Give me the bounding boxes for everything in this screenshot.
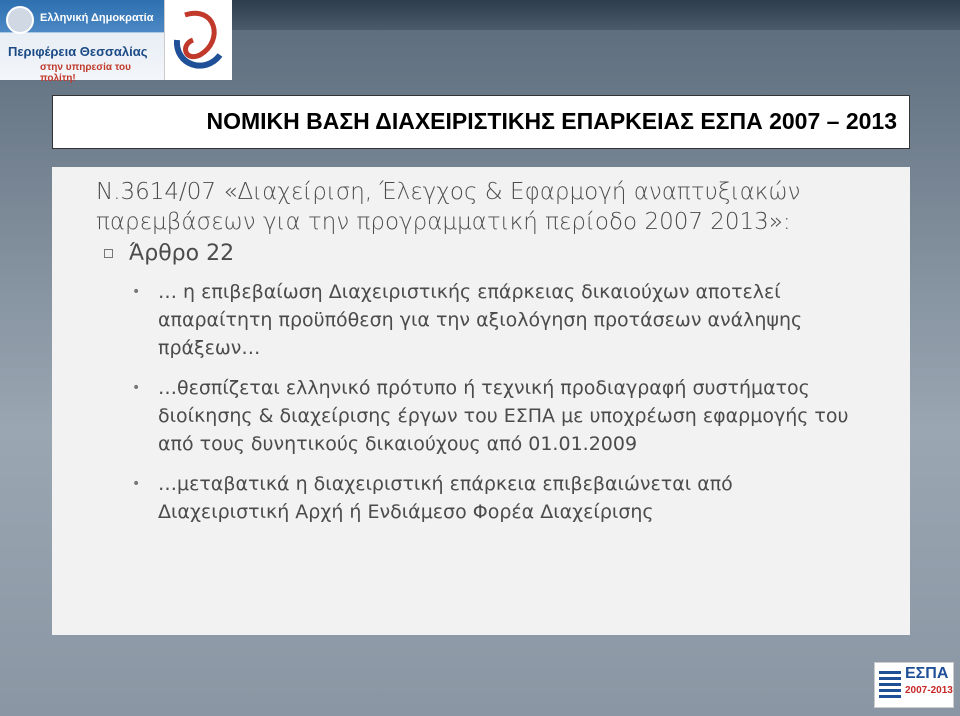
point-text: … η επιβεβαίωση Διαχειριστικής επάρκειας δικαιούχων αποτελεί απαραίτητη προϋπόθεση για την αξιολόγηση προτάσεων ανάληψης πράξεων… bbox=[158, 281, 803, 359]
eu-flag-icon bbox=[879, 671, 901, 701]
point-text: …θεσπίζεται ελληνικό πρότυπο ή τεχνική προδιαγραφή συστήματος διοίκησης & διαχείρισης έργων του ΕΣΠΑ με υποχρέωση εφαρμογής του από τους δυνητικούς δικαιούχους από 01.01.2009 bbox=[158, 377, 849, 455]
espa-logo bbox=[874, 662, 954, 708]
slide-title: ΝΟΜΙΚΗ ΒΑΣΗ ΔΙΑΧΕΙΡΙΣΤΙΚΗΣ ΕΠΑΡΚΕΙΑΣ ΕΣΠΑ 2007 – 2013 bbox=[206, 108, 897, 134]
espa-years: 2007-2013 bbox=[905, 685, 953, 696]
list-item bbox=[126, 278, 870, 362]
swirl-logo-icon bbox=[165, 0, 232, 80]
espa-label: ΕΣΠΑ bbox=[905, 665, 949, 682]
bullet-icon: • bbox=[132, 284, 141, 300]
greek-emblem-icon bbox=[6, 6, 34, 34]
article-item bbox=[96, 241, 870, 266]
secondary-logo bbox=[165, 0, 232, 80]
bullet-icon: • bbox=[132, 476, 141, 492]
point-text: …μεταβατικά η διαχειριστική επάρκεια επιβεβαιώνεται από Διαχειριστική Αρχή ή Ενδιάμεσο Φορέα Διαχείρισης bbox=[158, 473, 733, 523]
intro-text: Ν.3614/07 «Διαχείριση, Έλεγχος & Εφαρμογή αναπτυξιακών παρεμβάσεων για την προγραμματική περίοδο 2007 2013»: bbox=[96, 179, 801, 235]
top-bar bbox=[232, 0, 960, 30]
square-bullet-icon bbox=[104, 249, 113, 258]
region-motto: στην υπηρεσία του πολίτη! bbox=[40, 62, 131, 84]
list-item bbox=[126, 470, 870, 526]
content-box bbox=[52, 167, 910, 635]
region-name: Περιφέρεια Θεσσαλίας bbox=[8, 44, 148, 59]
government-label: Ελληνική Δημοκρατία bbox=[40, 12, 154, 24]
article-label: Άρθρο 22 bbox=[129, 241, 235, 266]
title-box bbox=[52, 95, 910, 149]
region-logo bbox=[0, 0, 165, 84]
list-item bbox=[126, 374, 870, 458]
bullet-icon: • bbox=[132, 380, 141, 396]
